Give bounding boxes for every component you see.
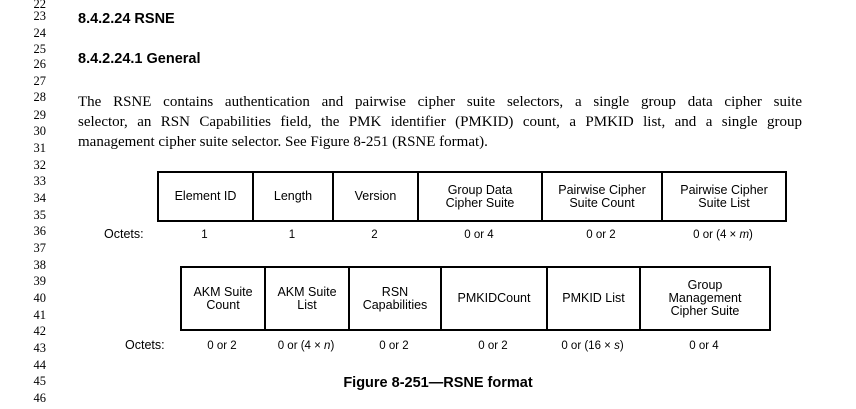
section-title: 8.4.2.24 RSNE: [78, 11, 175, 27]
field-label: Pairwise Cipher: [680, 182, 768, 197]
line-number: 43: [33, 341, 46, 355]
line-number: 36: [33, 224, 46, 238]
field-label: Cipher Suite: [445, 195, 515, 210]
line-number: 27: [33, 74, 46, 88]
octet-count: 0 or (4 × n): [277, 340, 335, 352]
octets-label: Octets:: [104, 227, 144, 241]
line-number: 22: [33, 0, 46, 11]
line-number: 34: [33, 191, 46, 205]
line-number: 45: [33, 374, 46, 388]
body-paragraph: [78, 92, 802, 152]
field-cell: [542, 172, 662, 221]
octet-count: 1: [288, 229, 296, 241]
line-number: 28: [33, 90, 46, 104]
rsne-format-table-2: [180, 266, 771, 331]
line-number: 29: [33, 108, 46, 122]
paragraph-line: The RSNE contains authentication and pairwise cipher suite selectors, a single group data cipher suite: [78, 94, 802, 110]
field-cell: [349, 267, 441, 330]
octet-count: 0 or 4: [689, 340, 719, 352]
line-number: 46: [33, 391, 46, 405]
octet-count: 1: [201, 229, 208, 241]
line-number: 24: [33, 26, 46, 40]
field-label: PMKID List: [562, 291, 625, 305]
field-label: AKM Suite: [277, 284, 337, 299]
field-label: Count: [206, 297, 240, 312]
field-cell: [640, 267, 770, 330]
field-cell: [265, 267, 349, 330]
octets-label: Octets:: [125, 338, 165, 352]
line-number: 42: [33, 324, 46, 338]
field-label: Element ID: [174, 189, 237, 203]
line-number: 37: [33, 241, 46, 255]
octet-count: 0 or (16 × s): [561, 340, 624, 352]
field-label: Group: [687, 278, 723, 292]
subsection-title: 8.4.2.24.1 General: [78, 51, 201, 67]
field-label: Group Data: [447, 182, 513, 197]
field-label: Cipher Suite: [670, 304, 740, 318]
field-cell: [253, 172, 333, 221]
field-label: Version: [354, 189, 397, 203]
field-cell: [418, 172, 542, 221]
field-label: Management: [668, 291, 742, 305]
line-number: 35: [33, 208, 46, 222]
field-label: Capabilities: [362, 297, 428, 312]
field-label: Length: [273, 189, 313, 203]
field-cell: [333, 172, 418, 221]
octet-count: 0 or (4 × m): [693, 229, 753, 241]
line-number: 26: [33, 57, 46, 71]
field-cell: [547, 267, 640, 330]
paragraph-line: management cipher suite selector. See Figure 8-251 (RSNE format).: [78, 134, 488, 150]
field-label: AKM Suite: [193, 284, 253, 299]
line-number: 33: [33, 174, 46, 188]
field-label: Suite List: [698, 195, 750, 210]
line-number: 23: [33, 9, 46, 23]
octet-count: 0 or 2: [586, 229, 616, 241]
octet-count: 2: [371, 229, 378, 241]
line-number: 38: [33, 258, 46, 272]
rsne-format-table-1: [157, 171, 787, 222]
line-number: 30: [33, 124, 46, 138]
field-label: PMKIDCount: [457, 291, 531, 305]
field-label: List: [297, 297, 317, 312]
field-cell: [441, 267, 547, 330]
line-number: 44: [33, 358, 46, 372]
field-label: Pairwise Cipher: [558, 182, 646, 197]
line-number: 25: [33, 42, 46, 56]
octet-count: 0 or 2: [379, 340, 409, 352]
field-cell: [181, 267, 265, 330]
line-number: 39: [33, 274, 46, 288]
field-label: Suite Count: [569, 195, 635, 210]
line-number: 40: [33, 291, 46, 305]
field-label: RSN: [381, 284, 409, 299]
figure-caption: Figure 8-251—RSNE format: [343, 375, 533, 391]
octet-count: 0 or 2: [207, 340, 237, 352]
line-number: 41: [33, 308, 46, 322]
line-number: 31: [33, 141, 46, 155]
octet-count: 0 or 2: [478, 340, 508, 352]
line-number: 32: [33, 158, 46, 172]
paragraph-line: selector, an RSN Capabilities field, the PMK identifier (PMKID) count, a PMKID list, and a single group: [78, 114, 802, 130]
field-cell: [662, 172, 786, 221]
octet-count: 0 or 4: [464, 229, 494, 241]
field-cell: [158, 172, 253, 221]
